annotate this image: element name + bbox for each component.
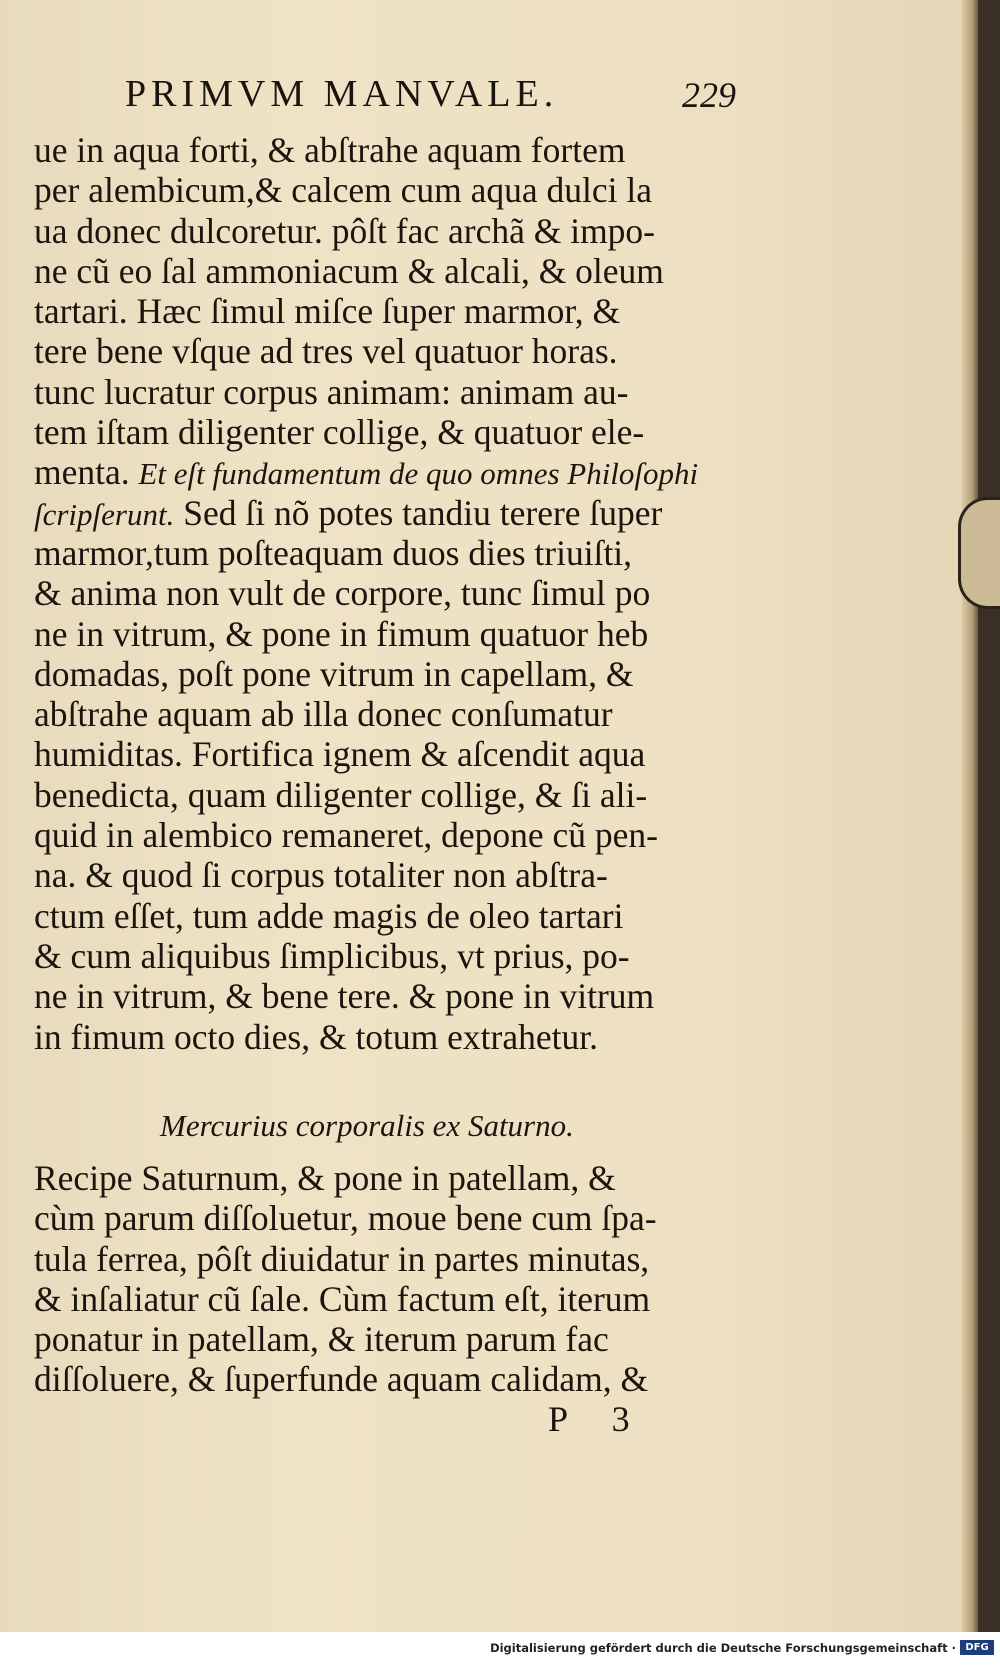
page-header [0, 72, 760, 124]
text-line: tula ferrea, pôſt diuidatur in partes minutas, [34, 1238, 650, 1279]
text-line: ctum eſſet, tum adde magis de oleo tartari [34, 895, 624, 936]
text-line: cùm parum diſſoluetur, moue bene cum ſpa- [34, 1198, 657, 1239]
italic-phrase: Et eſt fundamentum de quo omnes Philoſophi [138, 456, 699, 492]
text-line: abſtrahe aquam ab illa donec conſumatur [34, 694, 613, 735]
running-title: PRIMVM MANVALE. [125, 73, 559, 115]
text-line: & inſaliatur cũ ſale. Cùm factum eſt, iterum [34, 1278, 651, 1319]
page-edge [962, 0, 978, 1632]
text-line: tartari. Hæc ſimul miſce ſuper marmor, & [34, 291, 621, 332]
text-line: humiditas. Fortifica ignem & aſcendit aqua [34, 734, 646, 775]
text-line-mixed [34, 452, 754, 492]
section-heading: Mercurius corporalis ex Saturno. [160, 1108, 574, 1143]
text-line: diſſoluere, & ſuperfunde aquam calidam, & [34, 1359, 649, 1400]
text-line: ua donec dulcoretur. pôſt fac archã & impo- [34, 210, 656, 251]
text-line: per alembicum,& calcem cum aqua dulci la [34, 170, 653, 211]
italic-phrase: ſcripſerunt. [34, 496, 175, 532]
text-line: tem iſtam diligenter collige, & quatuor ele- [34, 412, 645, 453]
signature-mark: P 3 [548, 1399, 648, 1439]
text-line: ne cũ eo ſal ammoniacum & alcali, & oleum [34, 250, 664, 291]
text-line: & cum aliquibus ſimplicibus, vt prius, po- [34, 935, 630, 976]
text-line: in fimum octo dies, & totum extrahetur. [34, 1016, 598, 1057]
text-line: & anima non vult de corpore, tunc ſimul po [34, 573, 651, 614]
text-fragment: Sed ſi nõ potes tandiu terere ſuper [183, 492, 663, 533]
page-number: 229 [682, 75, 736, 115]
text-line: Recipe Saturnum, & pone in patellam, & [34, 1158, 616, 1198]
text-line: domadas, poſt pone vitrum in capellam, & [34, 653, 634, 694]
footer-bar [0, 1632, 1000, 1665]
text-line: marmor,tum poſteaquam duos dies triuiſti, [34, 532, 633, 573]
text-line: ne in vitrum, & pone in fimum quatuor heb [34, 613, 649, 654]
text-line: benedicta, quam diligenter collige, & ſi ali- [34, 774, 648, 815]
clasp-tab [958, 497, 1000, 609]
text-line-mixed [34, 493, 754, 533]
section-text [34, 1158, 754, 1400]
main-text [34, 130, 754, 1057]
funding-notice: Digitalisierung gefördert durch die Deutsche Forschungsgemeinschaft · [490, 1641, 956, 1655]
dfg-logo-icon: DFG [960, 1640, 994, 1655]
text-line: na. & quod ſi corpus totaliter non abſtra- [34, 855, 608, 896]
text-line: ne in vitrum, & bene tere. & pone in vitrum [34, 976, 655, 1017]
text-line: tere bene vſque ad tres vel quatuor horas. [34, 331, 618, 372]
text-line: ue in aqua forti, & abſtrahe aquam fortem [34, 130, 626, 170]
text-fragment: menta. [34, 452, 130, 493]
text-line: tunc lucratur corpus animam: animam au- [34, 371, 629, 412]
text-line: ponatur in patellam, & iterum parum fac [34, 1319, 609, 1360]
text-line: quid in alembico remaneret, depone cũ pen- [34, 815, 658, 856]
